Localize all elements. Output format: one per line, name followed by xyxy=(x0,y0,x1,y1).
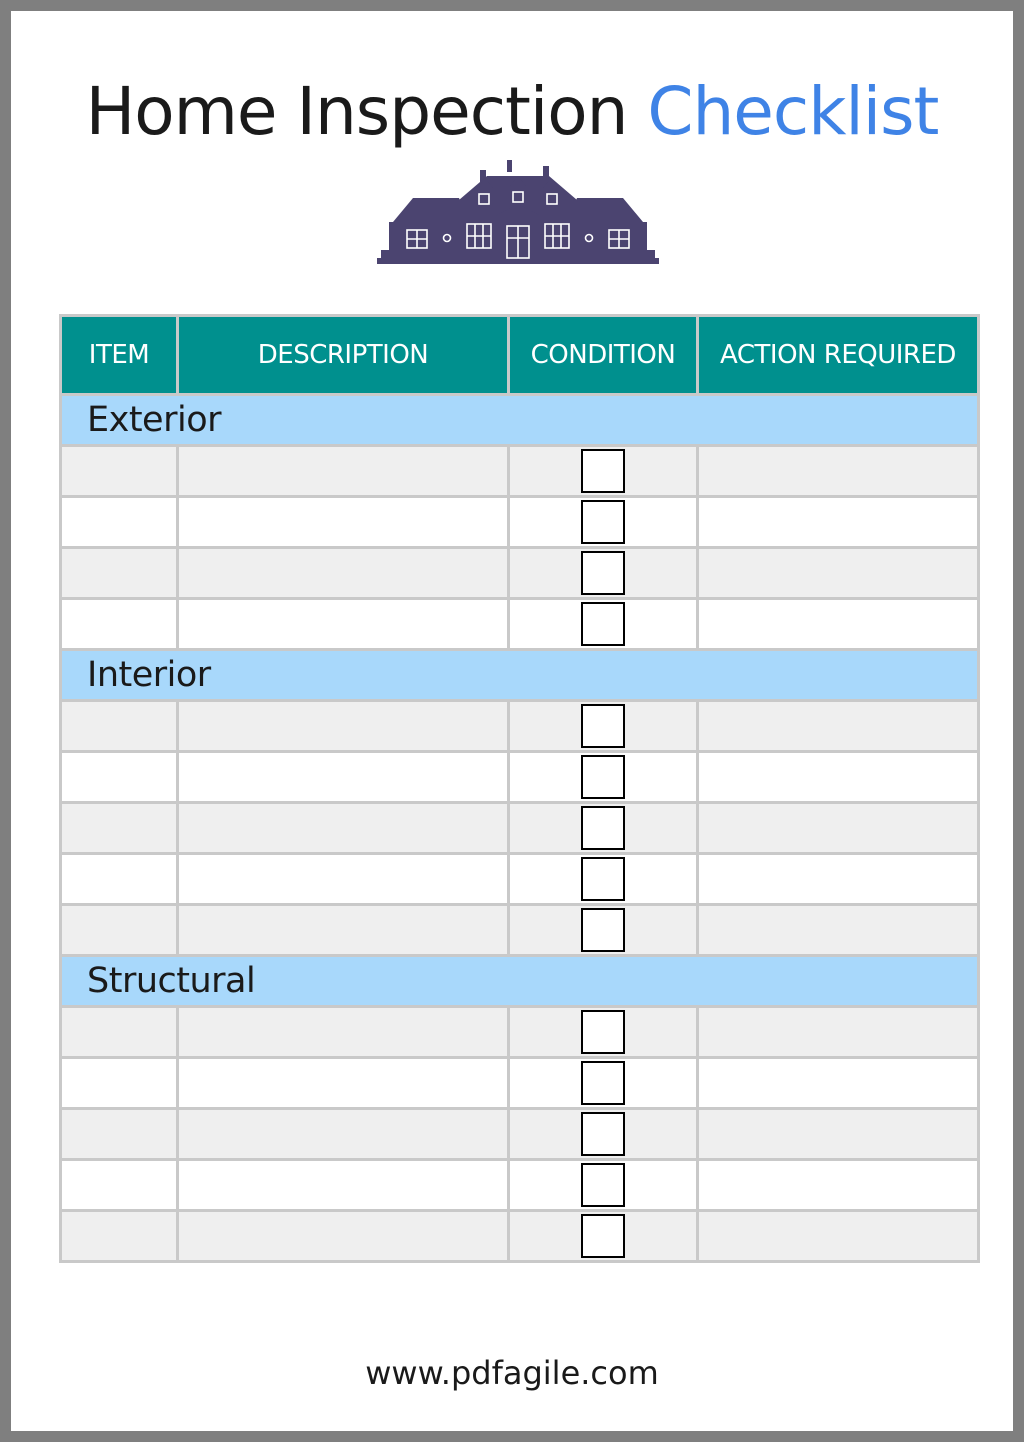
condition-checkbox[interactable] xyxy=(581,1214,625,1258)
item-cell[interactable] xyxy=(61,1058,178,1109)
condition-cell xyxy=(509,752,698,803)
condition-cell xyxy=(509,854,698,905)
description-cell[interactable] xyxy=(178,752,509,803)
condition-cell xyxy=(509,1058,698,1109)
condition-checkbox[interactable] xyxy=(581,857,625,901)
description-cell[interactable] xyxy=(178,905,509,956)
condition-cell xyxy=(509,803,698,854)
table-row xyxy=(61,1007,979,1058)
table-row xyxy=(61,497,979,548)
table-row xyxy=(61,446,979,497)
item-cell[interactable] xyxy=(61,854,178,905)
description-cell[interactable] xyxy=(178,803,509,854)
condition-cell xyxy=(509,1007,698,1058)
column-header-condition: CONDITION xyxy=(509,316,698,395)
action-required-cell[interactable] xyxy=(698,905,979,956)
condition-checkbox[interactable] xyxy=(581,1061,625,1105)
condition-cell xyxy=(509,701,698,752)
condition-cell xyxy=(509,599,698,650)
item-cell[interactable] xyxy=(61,497,178,548)
condition-checkbox[interactable] xyxy=(581,449,625,493)
title-main: Home Inspection xyxy=(85,73,628,150)
condition-checkbox[interactable] xyxy=(581,755,625,799)
description-cell[interactable] xyxy=(178,1211,509,1262)
table-row xyxy=(61,1211,979,1262)
description-cell[interactable] xyxy=(178,701,509,752)
table-row xyxy=(61,905,979,956)
mansion-house-icon xyxy=(377,160,659,264)
action-required-cell[interactable] xyxy=(698,548,979,599)
item-cell[interactable] xyxy=(61,1109,178,1160)
description-cell[interactable] xyxy=(178,1160,509,1211)
action-required-cell[interactable] xyxy=(698,1058,979,1109)
item-cell[interactable] xyxy=(61,803,178,854)
section-heading: Exterior xyxy=(61,395,979,446)
condition-checkbox[interactable] xyxy=(581,1112,625,1156)
action-required-cell[interactable] xyxy=(698,1160,979,1211)
condition-cell xyxy=(509,1109,698,1160)
condition-cell xyxy=(509,497,698,548)
table-header xyxy=(61,316,979,395)
item-cell[interactable] xyxy=(61,752,178,803)
action-required-cell[interactable] xyxy=(698,599,979,650)
description-cell[interactable] xyxy=(178,599,509,650)
table-row xyxy=(61,854,979,905)
condition-checkbox[interactable] xyxy=(581,551,625,595)
action-required-cell[interactable] xyxy=(698,701,979,752)
condition-cell xyxy=(509,1160,698,1211)
action-required-cell[interactable] xyxy=(698,497,979,548)
item-cell[interactable] xyxy=(61,548,178,599)
item-cell[interactable] xyxy=(61,1007,178,1058)
item-cell[interactable] xyxy=(61,1211,178,1262)
condition-checkbox[interactable] xyxy=(581,806,625,850)
section-heading: Structural xyxy=(61,956,979,1007)
condition-cell xyxy=(509,905,698,956)
table-row xyxy=(61,752,979,803)
description-cell[interactable] xyxy=(178,1109,509,1160)
page-title xyxy=(0,74,1024,150)
description-cell[interactable] xyxy=(178,1058,509,1109)
description-cell[interactable] xyxy=(178,548,509,599)
description-cell[interactable] xyxy=(178,446,509,497)
table-row xyxy=(61,599,979,650)
condition-checkbox[interactable] xyxy=(581,1010,625,1054)
footer-url: www.pdfagile.com xyxy=(365,1354,659,1392)
table-row xyxy=(61,548,979,599)
condition-checkbox[interactable] xyxy=(581,1163,625,1207)
column-header-item: ITEM xyxy=(61,316,178,395)
description-cell[interactable] xyxy=(178,497,509,548)
action-required-cell[interactable] xyxy=(698,803,979,854)
condition-checkbox[interactable] xyxy=(581,908,625,952)
table-row xyxy=(61,1109,979,1160)
item-cell[interactable] xyxy=(61,701,178,752)
action-required-cell[interactable] xyxy=(698,854,979,905)
table-row xyxy=(61,1058,979,1109)
condition-checkbox[interactable] xyxy=(581,500,625,544)
item-cell[interactable] xyxy=(61,599,178,650)
table-row xyxy=(61,1160,979,1211)
condition-checkbox[interactable] xyxy=(581,704,625,748)
item-cell[interactable] xyxy=(61,905,178,956)
description-cell[interactable] xyxy=(178,854,509,905)
condition-cell xyxy=(509,548,698,599)
section-row xyxy=(61,650,979,701)
condition-cell xyxy=(509,1211,698,1262)
action-required-cell[interactable] xyxy=(698,1211,979,1262)
item-cell[interactable] xyxy=(61,446,178,497)
action-required-cell[interactable] xyxy=(698,1109,979,1160)
table-row xyxy=(61,803,979,854)
condition-checkbox[interactable] xyxy=(581,602,625,646)
title-accent: Checklist xyxy=(647,73,939,150)
action-required-cell[interactable] xyxy=(698,752,979,803)
section-heading: Interior xyxy=(61,650,979,701)
action-required-cell[interactable] xyxy=(698,446,979,497)
section-row xyxy=(61,395,979,446)
section-row xyxy=(61,956,979,1007)
condition-cell xyxy=(509,446,698,497)
table-row xyxy=(61,701,979,752)
inspection-table xyxy=(59,314,980,1263)
action-required-cell[interactable] xyxy=(698,1007,979,1058)
description-cell[interactable] xyxy=(178,1007,509,1058)
item-cell[interactable] xyxy=(61,1160,178,1211)
column-header-description: DESCRIPTION xyxy=(178,316,509,395)
column-header-action-required: ACTION REQUIRED xyxy=(698,316,979,395)
table-body xyxy=(61,395,979,1262)
